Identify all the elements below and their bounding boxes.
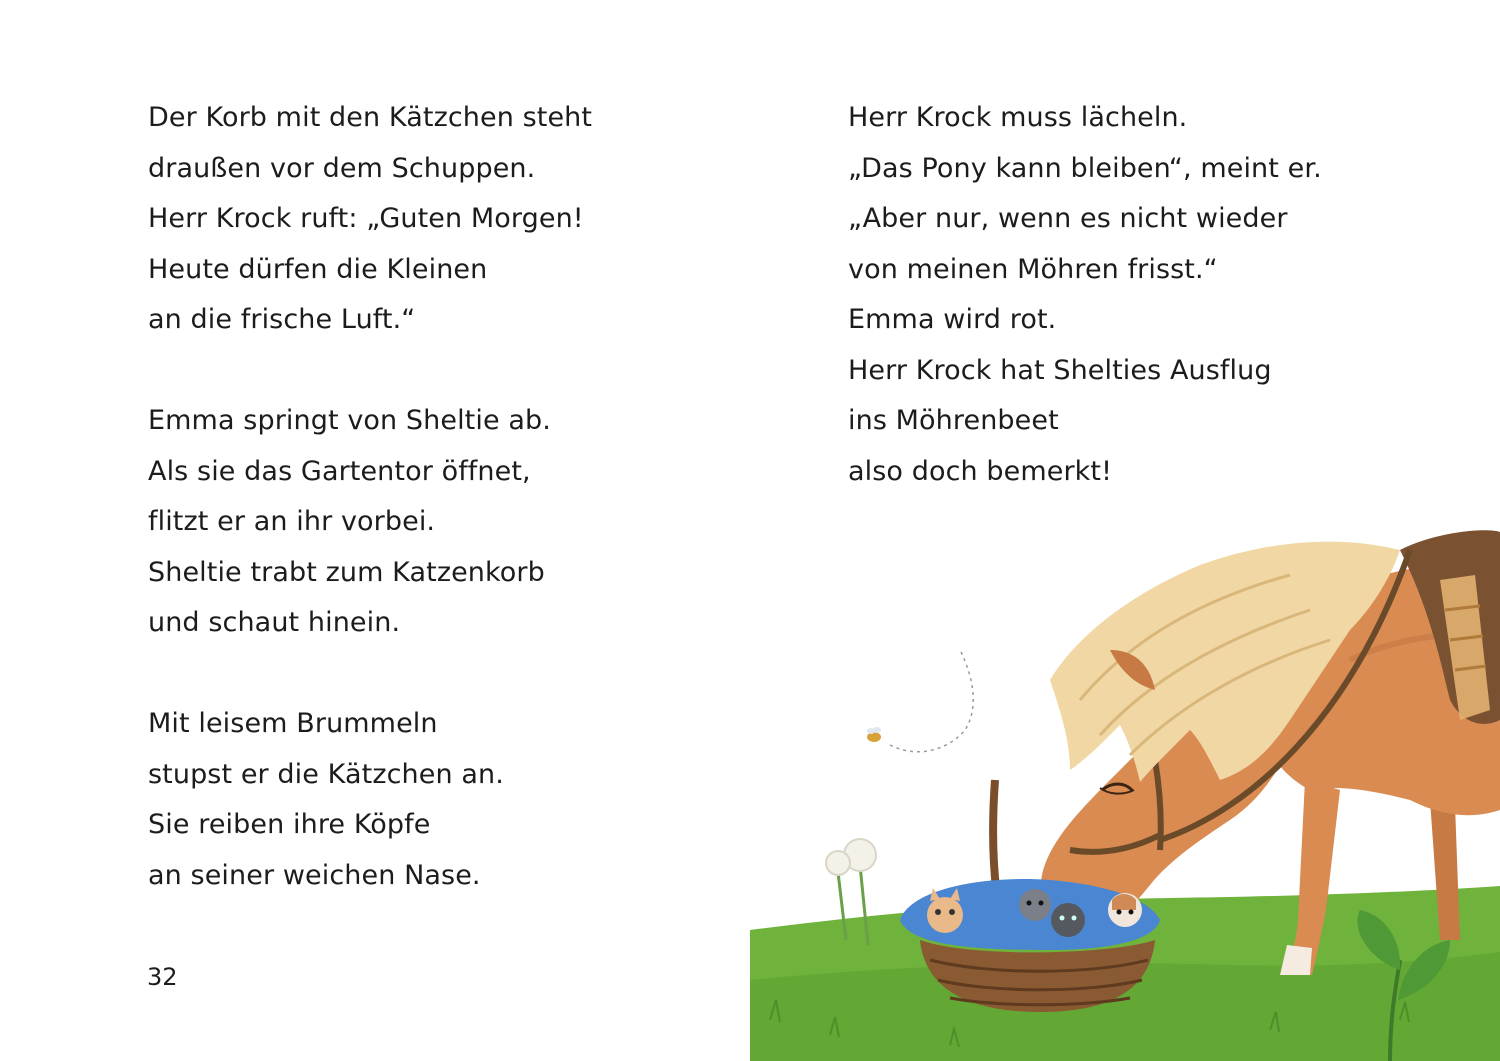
stanza — [148, 699, 592, 901]
page-number: 32 — [147, 963, 178, 991]
text-line: „Aber nur, wenn es nicht wieder — [848, 203, 1288, 234]
text-line: Der Korb mit den Kätzchen steht — [148, 102, 593, 133]
text-line: Herr Krock hat Shelties Ausflug — [848, 354, 1272, 386]
text-line: Sheltie trabt zum Katzenkorb — [148, 556, 545, 588]
kitten — [1019, 889, 1051, 921]
text-line: Heute dürfen die Kleinen — [148, 253, 488, 285]
text-line: und schaut hinein. — [148, 607, 401, 638]
text-line: Sie reiben ihre Köpfe — [148, 809, 431, 840]
stanza — [848, 93, 1322, 497]
text-line: von meinen Möhren frisst.“ — [848, 253, 1218, 285]
stanza — [148, 93, 592, 346]
text-line: Emma wird rot. — [848, 304, 1057, 335]
text-line: Als sie das Gartentor öffnet, — [148, 455, 531, 487]
text-line: an seiner weichen Nase. — [148, 859, 481, 891]
right-page — [750, 0, 1500, 1061]
stanza — [148, 396, 592, 649]
text-line: Mit leisem Brummeln — [148, 708, 438, 739]
text-line: Herr Krock ruft: „Guten Morgen! — [148, 203, 584, 234]
bee — [867, 650, 973, 752]
text-line: stupst er die Kätzchen an. — [148, 758, 504, 790]
text-line: draußen vor dem Schuppen. — [148, 152, 536, 184]
text-line: Herr Krock muss lächeln. — [848, 102, 1188, 133]
text-line: also doch bemerkt! — [848, 455, 1113, 487]
right-page-text — [848, 93, 1322, 548]
left-page-text — [148, 93, 592, 952]
text-line: flitzt er an ihr vorbei. — [148, 506, 436, 537]
kitten — [1051, 903, 1085, 937]
text-line: ins Möhrenbeet — [848, 405, 1059, 436]
pony-illustration — [750, 520, 1500, 1061]
kitten — [1108, 893, 1142, 927]
text-line: an die frische Luft.“ — [148, 304, 416, 335]
text-line: „Das Pony kann bleiben“, meint er. — [848, 152, 1322, 184]
text-line: Emma springt von Sheltie ab. — [148, 405, 551, 436]
